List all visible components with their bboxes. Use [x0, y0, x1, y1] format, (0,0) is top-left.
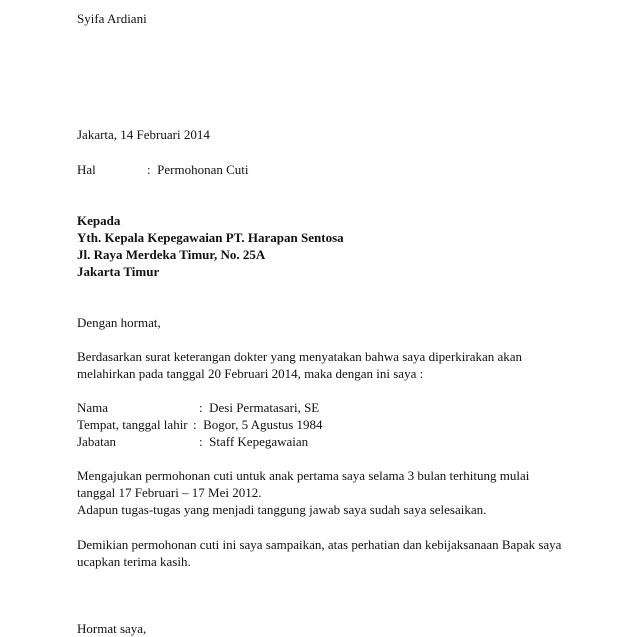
signoff: Hormat saya,: [77, 621, 147, 636]
intro-line-1: Berdasarkan surat keterangan dokter yang menyatakan bahwa saya diperkirakan akan: [77, 349, 523, 364]
subject-value: Permohonan Cuti: [157, 162, 249, 177]
recipient-line-2: Yth. Kepala Kepegawaian PT. Harapan Sentosa: [77, 230, 344, 245]
recipient-line-3: Jl. Raya Merdeka Timur, No. 25A: [77, 247, 266, 262]
detail-separator: :: [193, 417, 197, 432]
intro-line-2: melahirkan pada tanggal 20 Februari 2014, maka dengan ini saya :: [77, 366, 424, 381]
place-date: Jakarta, 14 Februari 2014: [77, 127, 210, 142]
detail-label: Jabatan: [77, 434, 116, 449]
greeting: Dengan hormat,: [77, 315, 161, 330]
detail-value: Desi Permatasari, SE: [209, 400, 320, 415]
detail-row-name: [0, 400, 638, 416]
detail-value-wrap: [193, 417, 323, 433]
request-line-2: tanggal 17 Februari – 17 Mei 2012.: [77, 485, 262, 500]
request-line-3: Adapun tugas-tugas yang menjadi tanggung jawab saya sudah saya selesaikan.: [77, 502, 487, 517]
closing-line-2: ucapkan terima kasih.: [77, 554, 191, 569]
subject-value-wrap: [147, 162, 248, 178]
recipient-line-4: Jakarta Timur: [77, 264, 160, 279]
detail-label: Nama: [77, 400, 109, 415]
subject-label: Hal: [77, 162, 96, 177]
closing-line-1: Demikian permohonan cuti ini saya sampaikan, atas perhatian dan kebijaksanaan Bapak saya: [77, 537, 562, 552]
subject-row: [0, 162, 638, 178]
detail-value-wrap: [199, 400, 319, 416]
detail-value: Bogor, 5 Agustus 1984: [203, 417, 323, 432]
recipient-line-1: Kepada: [77, 213, 121, 228]
detail-value-wrap: [199, 434, 308, 450]
request-line-1: Mengajukan permohonan cuti untuk anak pertama saya selama 3 bulan terhitung mulai: [77, 468, 530, 483]
subject-separator: :: [147, 162, 151, 177]
detail-separator: :: [199, 434, 203, 449]
sender-name: Syifa Ardiani: [77, 11, 147, 26]
detail-separator: :: [199, 400, 203, 415]
detail-row-birth: [0, 417, 638, 433]
detail-label: Tempat, tanggal lahir: [77, 417, 188, 432]
detail-value: Staff Kepegawaian: [209, 434, 309, 449]
detail-row-position: [0, 434, 638, 450]
